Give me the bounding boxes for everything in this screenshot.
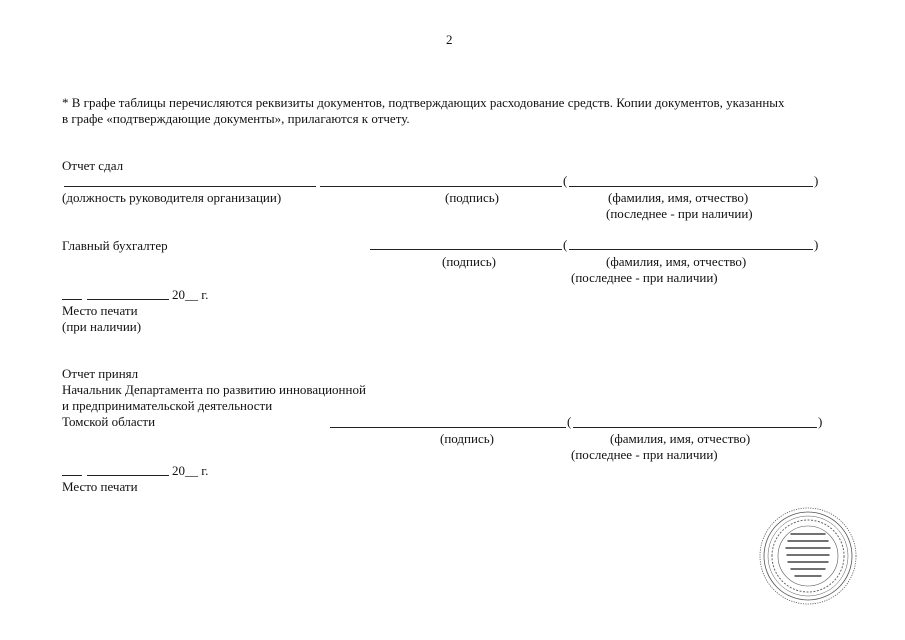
round-stamp-image <box>758 506 858 606</box>
patronymic-caption: (последнее - при наличии) <box>571 270 718 285</box>
name-caption: (фамилия, имя, отчество) <box>606 254 747 269</box>
signature-caption: (подпись) <box>442 254 496 269</box>
close-paren: ) <box>818 414 823 429</box>
name-line <box>573 427 817 428</box>
open-paren: ( <box>563 237 568 252</box>
submitted-title: Отчет сдал <box>62 158 124 173</box>
signature-line <box>320 186 562 187</box>
month-line <box>87 475 169 476</box>
chief-accountant-title: Главный бухгалтер <box>62 238 168 253</box>
page-number: 2 <box>446 32 453 47</box>
position-caption: (должность руководителя организации) <box>62 190 282 205</box>
name-line <box>569 249 813 250</box>
open-paren: ( <box>563 173 568 188</box>
patronymic-caption: (последнее - при наличии) <box>571 447 718 462</box>
accepted-title: Отчет принял <box>62 366 139 381</box>
day-line <box>62 475 82 476</box>
signature-line <box>330 427 566 428</box>
signature-caption: (подпись) <box>445 190 499 205</box>
accepted-position-line-2: и предпринимательской деятельности <box>62 398 273 413</box>
signature-line <box>370 249 562 250</box>
seal-place-label: Место печати <box>62 303 138 318</box>
close-paren: ) <box>814 173 819 188</box>
close-paren: ) <box>814 237 819 252</box>
name-caption: (фамилия, имя, отчество) <box>610 431 751 446</box>
patronymic-caption: (последнее - при наличии) <box>606 206 753 221</box>
open-paren: ( <box>567 414 572 429</box>
position-line <box>64 186 316 187</box>
seal-place-note: (при наличии) <box>62 319 142 334</box>
signature-caption: (подпись) <box>440 431 494 446</box>
name-caption: (фамилия, имя, отчество) <box>608 190 749 205</box>
footnote-line-2: в графе «подтверждающие документы», прилагаются к отчету. <box>62 111 410 126</box>
footnote-line-1: * В графе таблицы перечисляются реквизиты документов, подтверждающих расходование средств. Копии документов, указанных <box>62 95 785 110</box>
name-line <box>569 186 813 187</box>
accepted-position-line-1: Начальник Департамента по развитию инновационной <box>62 382 366 397</box>
year-text: 20__ г. <box>172 463 209 478</box>
year-text: 20__ г. <box>172 287 209 302</box>
seal-place-label: Место печати <box>62 479 138 494</box>
day-line <box>62 299 82 300</box>
accepted-position-line-3: Томской области <box>62 414 156 429</box>
month-line <box>87 299 169 300</box>
